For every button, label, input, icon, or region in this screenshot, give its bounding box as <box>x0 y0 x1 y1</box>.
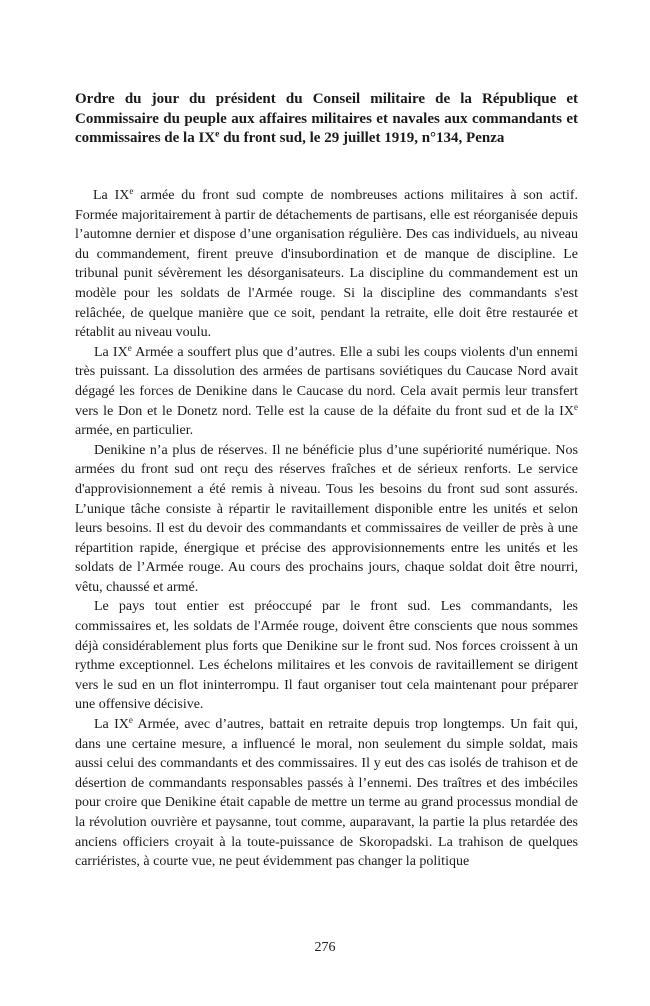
paragraph-text: La IX <box>94 717 129 733</box>
superscript: e <box>128 715 133 726</box>
heading-superscript: e <box>215 128 220 140</box>
paragraph-text: armée, en particulier. <box>75 423 194 439</box>
paragraph-3 <box>75 441 578 598</box>
paragraph-1 <box>75 186 578 343</box>
paragraph-text: Denikine n’a plus de réserves. Il ne bénéficie plus d’une supériorité numérique. Nos armées du front sud ont reçu des réserves fraîches et de sérieux renforts. Le service d'approvisionnement a été remis à niveau. Tous les besoins du front sud sont assurés. L’unique tâche consiste à répartir le ravitaillement disponible entre les unités et selon leurs besoins. Il est du devoir des commandants et commissaires de veiller de près à une répartition rapide, énergique et précise des approvisionnements entre les unités et les soldats de l’Armée rouge. Au cours des prochains jours, chaque soldat doit être nourri, vêtu, chaussé et armé. <box>75 442 578 595</box>
paragraph-text: Armée a souffert plus que d’autres. Elle a subi les coups violents d'un ennemi très puissant. La dissolution des armées de partisans soviétiques du Caucase Nord avait dégagé les forces de Denikine dans le Caucase du nord. Cela avait permis leur transfert vers le Don et le Donetz nord. Telle est la cause de la défaite du front sud et de la IX <box>75 344 578 419</box>
superscript: e <box>127 342 132 353</box>
document-body <box>75 186 578 872</box>
heading-text-end: du front sud, le 29 juillet 1919, n°134, Penza <box>219 130 505 146</box>
heading-text: Ordre du jour du président du Conseil militaire de la République et Commissaire du peuple aux affaires militaires et navales aux commandants et commissaires de la IX <box>75 91 578 146</box>
paragraph-4 <box>75 597 578 715</box>
paragraph-text: Le pays tout entier est préoccupé par le front sud. Les commandants, les commissaires et, les soldats de l'Armée rouge, doivent être conscients que nous sommes déjà considérablement plus forts que Denikine sur le front sud. Nos forces croissent à un rythme exceptionnel. Les échelons militaires et les convois de ravitaillement se dirigent vers le sud en un flot ininterrompu. Il faut organiser tout cela maintenant pour préparer une offensive décisive. <box>75 599 578 713</box>
paragraph-text: Armée, avec d’autres, battait en retraite depuis trop longtemps. Un fait qui, dans une certaine mesure, a influencé le moral, non seulement du simple soldat, mais aussi celui des commandants et des commissaires. Il y eut des cas isolés de trahison et de désertion de commandants responsables passés à l’ennemi. Des traîtres et des imbéciles pour croire que Denikine était capable de mettre un terme au grand processus mondial de la révolution ouvrière et paysanne, tout comme, auparavant, la partie la plus retardée des anciens officiers croyait à la toute-puissance de Skoropadski. La trahison de quelques carriéristes, à courte vue, ne peut évidemment pas changer la politique <box>75 717 578 870</box>
paragraph-text: La IX <box>93 188 130 203</box>
paragraph-text: La IX <box>94 344 128 360</box>
superscript: e <box>129 186 134 196</box>
page-number: 276 <box>314 940 336 955</box>
paragraph-2 <box>75 343 578 441</box>
paragraph-5 <box>75 715 578 872</box>
superscript: e <box>573 401 578 412</box>
paragraph-text: armée du front sud compte de nombreuses actions militaires à son actif. Formée majoritairement à partir de détachements de partisans, elle est réorganisée depuis l’automne dernier et dispose d’une organisation régulière. Des cas individuels, au niveau du commandement, firent preuve d'insubordination et de manque de discipline. Le tribunal punit sévèrement les désorganisateurs. La discipline du commandement est un modèle pour les soldats de l'Armée rouge. Si la discipline des commandants s'est relâchée, de quelque manière que ce soit, pendant la retraite, elle doit être restaurée et rétablit au niveau voulu. <box>75 188 579 341</box>
document-heading <box>75 90 578 149</box>
